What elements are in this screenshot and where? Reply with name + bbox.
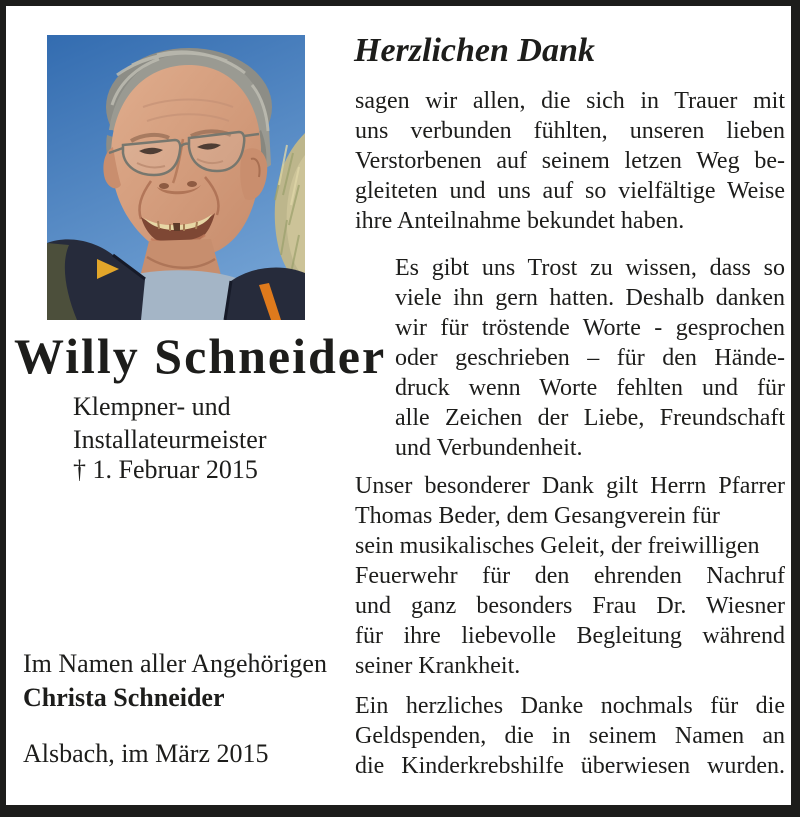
text-line: und Verbundenheit. — [395, 435, 583, 461]
deceased-name: Willy Schneider — [14, 328, 387, 384]
thanks-paragraph-3 — [355, 471, 785, 681]
place-and-date: Alsbach, im März 2015 — [23, 739, 269, 768]
thanks-paragraph-4 — [355, 691, 785, 781]
text-line: Geldspenden, die in seinem Namen an — [355, 723, 785, 749]
text-line: Verstorbenen auf seinem letzen Weg be- — [355, 148, 785, 174]
text-line: Ein herzliches Danke nochmals für die — [355, 693, 785, 719]
text-line: und ganz besonders Frau Dr. Wiesner — [355, 593, 785, 619]
text-line: druck wenn Worte fehlten und für — [395, 375, 785, 401]
text-line: ihre Anteilnahme bekundet haben. — [355, 208, 685, 234]
profession-line-2: Installateurmeister — [73, 425, 267, 454]
text-line: wir für tröstende Worte - gesprochen — [395, 315, 785, 341]
text-line: Feuerwehr für den ehrenden Nachruf — [355, 563, 785, 589]
text-line: Unser besonderer Dank gilt Herrn Pfarrer — [355, 473, 785, 499]
signatory-name: Christa Schneider — [23, 683, 225, 712]
in-name-of-line: Im Namen aller Angehörigen — [23, 649, 327, 678]
profession-line-1: Klempner- und — [73, 392, 231, 421]
text-line: die Kinderkrebshilfe überwiesen wurden. — [355, 753, 785, 779]
profession — [73, 390, 266, 456]
text-line: uns verbunden fühlten, unseren lieben — [355, 118, 785, 144]
text-line: Thomas Beder, dem Gesangverein für — [355, 503, 720, 529]
thanks-paragraph-2 — [395, 253, 785, 463]
text-line: seiner Krankheit. — [355, 653, 521, 679]
text-line: sagen wir allen, die sich in Trauer mit — [355, 88, 785, 114]
portrait-photo — [47, 35, 305, 320]
text-line: für ihre liebevolle Begleitung während — [355, 623, 785, 649]
text-line: sein musikalisches Geleit, der freiwilligen — [355, 533, 760, 559]
thanks-paragraph-1 — [355, 86, 785, 236]
thanks-heading: Herzlichen Dank — [354, 32, 595, 69]
text-line: oder geschrieben – für den Hände- — [395, 345, 785, 371]
text-line: gleiteten und uns auf so vielfältige Weise — [355, 178, 785, 204]
death-date: † 1. Februar 2015 — [73, 455, 258, 484]
text-line: viele ihn gern hatten. Deshalb danken — [395, 285, 785, 311]
text-line: Es gibt uns Trost zu wissen, dass so — [395, 255, 785, 281]
portrait-illustration — [47, 35, 305, 320]
text-line: alle Zeichen der Liebe, Freundschaft — [395, 405, 785, 431]
